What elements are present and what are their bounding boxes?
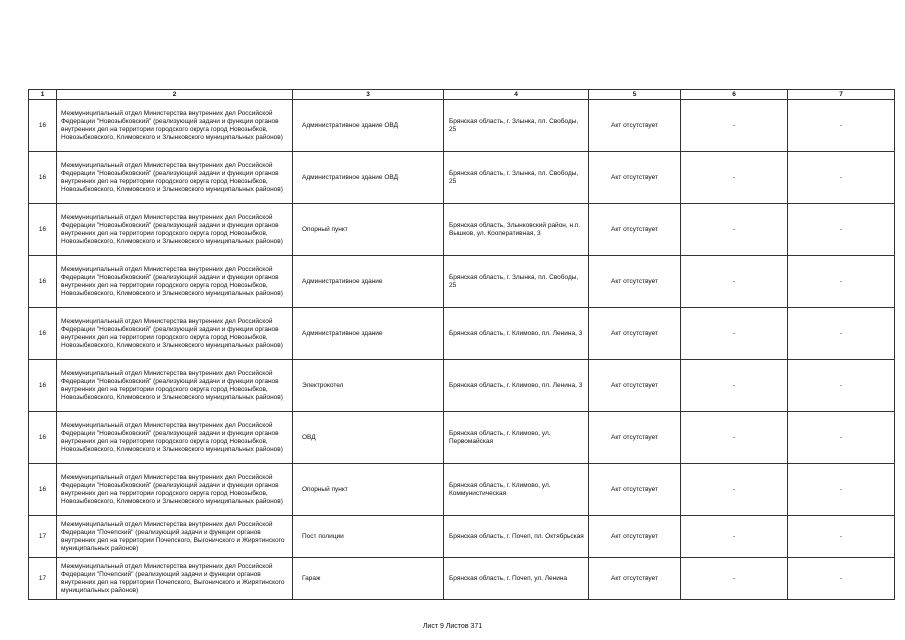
cell-col6: - xyxy=(681,360,788,412)
column-header: 2 xyxy=(57,90,293,100)
cell-address: Брянская область, г. Климово, ул. Первомайская xyxy=(444,412,589,464)
document-table xyxy=(28,89,895,600)
cell-address: Брянская область, г. Климово, ул. Коммунистическая xyxy=(444,464,589,516)
table-row xyxy=(29,360,895,412)
table-row xyxy=(29,308,895,360)
cell-object: Гараж xyxy=(293,558,444,600)
cell-organization: Межмуниципальный отдел Министерства внутренних дел Российской Федерации "Новозыбковский" (реализующий задачи и функции органов внутренних дел на территории городского округа город Новозыбков, Новозыбковского, Климовского и Злынковского муниципальных районов) xyxy=(57,256,293,308)
cell-number: 16 xyxy=(29,308,57,360)
cell-organization: Межмуниципальный отдел Министерства внутренних дел Российской Федерации "Новозыбковский" (реализующий задачи и функции органов внутренних дел на территории городского округа город Новозыбков, Новозыбковского, Климовского и Злынковского муниципальных районов) xyxy=(57,100,293,152)
cell-organization: Межмуниципальный отдел Министерства внутренних дел Российской Федерации "Почепский" (реализующий задачи и функции органов внутренних дел на территории Почепского, Выгоничского и Жирятинского муниципальных районов) xyxy=(57,516,293,558)
cell-object: Административное здание xyxy=(293,308,444,360)
cell-object: Административное здание ОВД xyxy=(293,100,444,152)
cell-object: Опорный пункт xyxy=(293,204,444,256)
page-footer: Лист 9 Листов 371 xyxy=(422,623,483,630)
cell-organization: Межмуниципальный отдел Министерства внутренних дел Российской Федерации "Новозыбковский" (реализующий задачи и функции органов внутренних дел на территории городского округа город Новозыбков, Новозыбковского, Климовского и Злынковского муниципальных районов) xyxy=(57,412,293,464)
header-row xyxy=(29,90,895,100)
cell-number: 16 xyxy=(29,256,57,308)
cell-address: Брянская область, г. Почеп, ул. Ленина xyxy=(444,558,589,600)
cell-number: 16 xyxy=(29,100,57,152)
cell-address: Брянская область, г. Злынка, пл. Свободы, 25 xyxy=(444,100,589,152)
cell-col7: - xyxy=(788,256,895,308)
cell-col7: - xyxy=(788,204,895,256)
cell-organization: Межмуниципальный отдел Министерства внутренних дел Российской Федерации "Почепский" (реализующий задачи и функции органов внутренних дел на территории Почепского, Выгоничского и Жирятинского муниципальных районов) xyxy=(57,558,293,600)
cell-act: Акт отсутствует xyxy=(589,152,681,204)
cell-organization: Межмуниципальный отдел Министерства внутренних дел Российской Федерации "Новозыбковский" (реализующий задачи и функции органов внутренних дел на территории городского округа город Новозыбков, Новозыбковского, Климовского и Злынковского муниципальных районов) xyxy=(57,360,293,412)
column-header: 6 xyxy=(681,90,788,100)
cell-organization: Межмуниципальный отдел Министерства внутренних дел Российской Федерации "Новозыбковский" (реализующий задачи и функции органов внутренних дел на территории городского округа город Новозыбков, Новозыбковского, Климовского и Злынковского муниципальных районов) xyxy=(57,152,293,204)
cell-act: Акт отсутствует xyxy=(589,558,681,600)
column-header: 7 xyxy=(788,90,895,100)
cell-number: 16 xyxy=(29,204,57,256)
cell-col6: - xyxy=(681,152,788,204)
cell-address: Брянская область, Злынковский район, н.п. Вышков, ул. Кооперативная, 3 xyxy=(444,204,589,256)
cell-col7: - xyxy=(788,516,895,558)
table-row xyxy=(29,100,895,152)
cell-number: 16 xyxy=(29,360,57,412)
cell-col6: - xyxy=(681,256,788,308)
cell-col6: - xyxy=(681,558,788,600)
table-row xyxy=(29,412,895,464)
cell-act: Акт отсутствует xyxy=(589,204,681,256)
table-row xyxy=(29,464,895,516)
cell-object: Пост полиции xyxy=(293,516,444,558)
column-header: 4 xyxy=(444,90,589,100)
cell-address: Брянская область, г. Злынка, пл. Свободы, 25 xyxy=(444,256,589,308)
column-header: 5 xyxy=(589,90,681,100)
cell-col6: - xyxy=(681,308,788,360)
cell-col6: - xyxy=(681,516,788,558)
cell-col7: - xyxy=(788,308,895,360)
table-row xyxy=(29,256,895,308)
cell-object: Административное здание xyxy=(293,256,444,308)
cell-col7: - xyxy=(788,412,895,464)
cell-act: Акт отсутствует xyxy=(589,464,681,516)
table-row xyxy=(29,516,895,558)
cell-col7: - xyxy=(788,558,895,600)
column-header: 1 xyxy=(29,90,57,100)
cell-act: Акт отсутствует xyxy=(589,360,681,412)
cell-col7: - xyxy=(788,152,895,204)
cell-number: 16 xyxy=(29,152,57,204)
cell-number: 17 xyxy=(29,558,57,600)
cell-number: 17 xyxy=(29,516,57,558)
column-header: 3 xyxy=(293,90,444,100)
cell-col6: - xyxy=(681,464,788,516)
table-row xyxy=(29,204,895,256)
cell-act: Акт отсутствует xyxy=(589,412,681,464)
cell-object: ОВД xyxy=(293,412,444,464)
cell-act: Акт отсутствует xyxy=(589,308,681,360)
cell-object: Электрокотел xyxy=(293,360,444,412)
table-row xyxy=(29,152,895,204)
cell-act: Акт отсутствует xyxy=(589,256,681,308)
cell-col6: - xyxy=(681,204,788,256)
cell-object: Административное здание ОВД xyxy=(293,152,444,204)
cell-organization: Межмуниципальный отдел Министерства внутренних дел Российской Федерации "Новозыбковский" (реализующий задачи и функции органов внутренних дел на территории городского округа город Новозыбков, Новозыбковского, Климовского и Злынковского муниципальных районов) xyxy=(57,464,293,516)
cell-address: Брянская область, г. Климово, пл. Ленина, 3 xyxy=(444,308,589,360)
cell-col7: - xyxy=(788,360,895,412)
table-row xyxy=(29,558,895,600)
cell-col7: - xyxy=(788,100,895,152)
cell-organization: Межмуниципальный отдел Министерства внутренних дел Российской Федерации "Новозыбковский" (реализующий задачи и функции органов внутренних дел на территории городского округа город Новозыбков, Новозыбковского, Климовского и Злынковского муниципальных районов) xyxy=(57,308,293,360)
cell-number: 16 xyxy=(29,412,57,464)
cell-col7: - xyxy=(788,464,895,516)
cell-address: Брянская область, г. Климово, пл. Ленина, 3 xyxy=(444,360,589,412)
cell-number: 16 xyxy=(29,464,57,516)
cell-address: Брянская область, г. Злынка, пл. Свободы, 25 xyxy=(444,152,589,204)
cell-act: Акт отсутствует xyxy=(589,516,681,558)
cell-act: Акт отсутствует xyxy=(589,100,681,152)
cell-object: Опорный пункт xyxy=(293,464,444,516)
cell-col6: - xyxy=(681,412,788,464)
cell-address: Брянская область, г. Почеп, пл. Октябрьская xyxy=(444,516,589,558)
cell-organization: Межмуниципальный отдел Министерства внутренних дел Российской Федерации "Новозыбковский" (реализующий задачи и функции органов внутренних дел на территории городского округа город Новозыбков, Новозыбковского, Климовского и Злынковского муниципальных районов) xyxy=(57,204,293,256)
cell-col6: - xyxy=(681,100,788,152)
